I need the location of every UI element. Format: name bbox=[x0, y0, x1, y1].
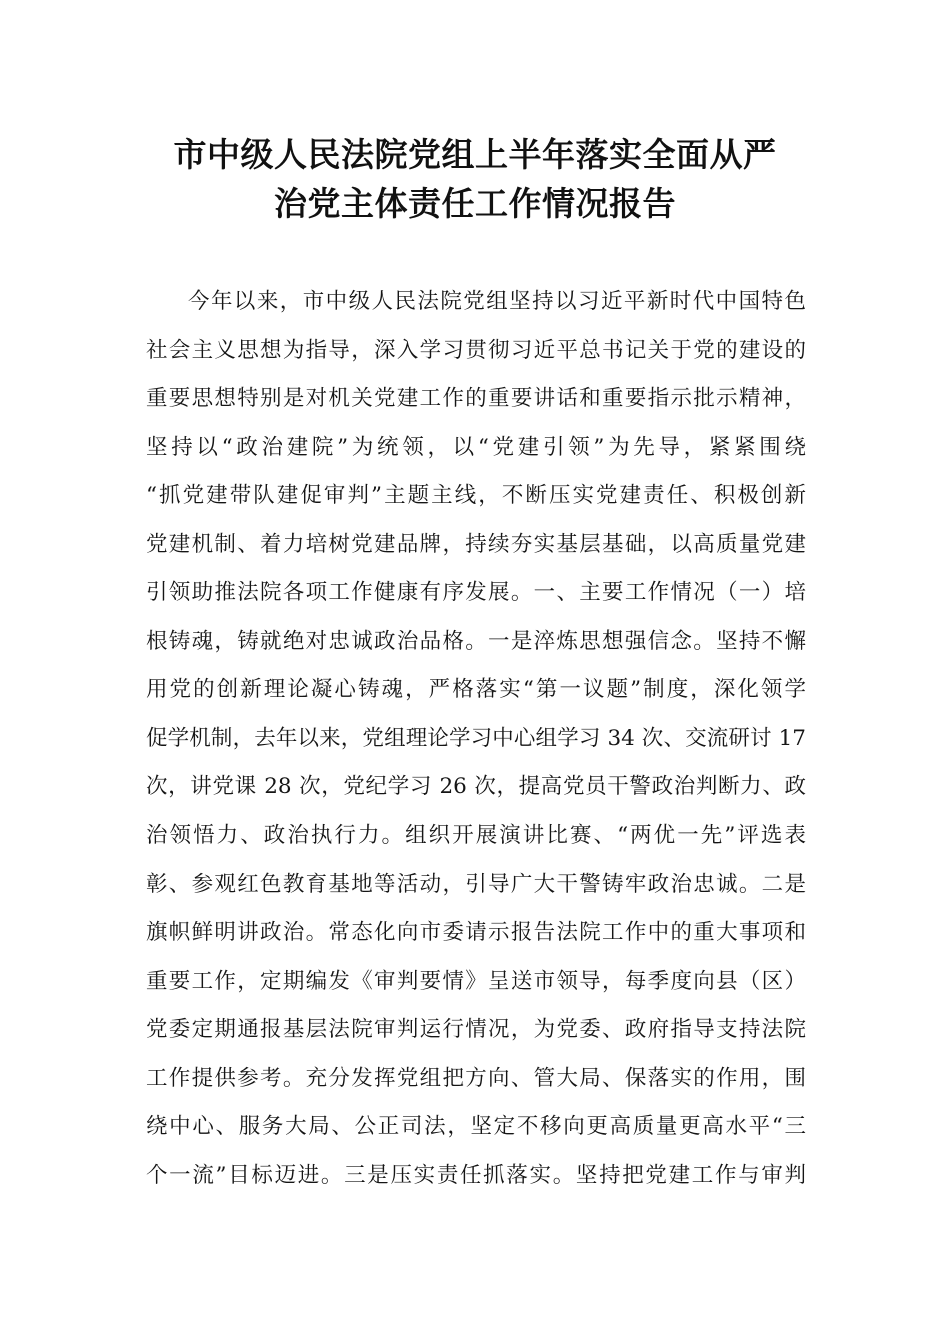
body-line: 促学机制，去年以来，党组理论学习中心组学习 34 次、交流研讨 17 bbox=[146, 725, 806, 751]
body-line: “抓党建带队建促审判”主题主线，不断压实党建责任、积极创新 bbox=[146, 483, 806, 509]
body-line: 旗帜鲜明讲政治。常态化向市委请示报告法院工作中的重大事项和 bbox=[146, 920, 806, 946]
body-line: 治领悟力、政治执行力。组织开展演讲比赛、“两优一先”评选表 bbox=[146, 823, 806, 849]
body-line: 彰、参观红色教育基地等活动，引导广大干警铸牢政治忠诚。二是 bbox=[146, 871, 806, 897]
body-line: 今年以来，市中级人民法院党组坚持以习近平新时代中国特色 bbox=[188, 289, 806, 314]
body-line: 次，讲党课 28 次，党纪学习 26 次，提高党员干警政治判断力、政 bbox=[146, 774, 806, 800]
body-line: 引领助推法院各项工作健康有序发展。一、主要工作情况（一）培 bbox=[146, 580, 806, 606]
body-line: 根铸魂，铸就绝对忠诚政治品格。一是淬炼思想强信念。坚持不懈 bbox=[146, 628, 806, 654]
body-line: 党建机制、着力培树党建品牌，持续夯实基层基础，以高质量党建 bbox=[146, 531, 806, 557]
body-line: 坚持以“政治建院”为统领，以“党建引领”为先导，紧紧围绕 bbox=[146, 434, 806, 460]
body-line: 工作提供参考。充分发挥党组把方向、管大局、保落实的作用，围 bbox=[146, 1065, 806, 1091]
document-title-line-2: 治党主体责任工作情况报告 bbox=[274, 184, 676, 223]
body-line: 重要思想特别是对机关党建工作的重要讲话和重要指示批示精神， bbox=[146, 386, 806, 412]
body-line: 个一流”目标迈进。三是压实责任抓落实。坚持把党建工作与审判 bbox=[146, 1162, 806, 1188]
body-line: 重要工作，定期编发《审判要情》呈送市领导，每季度向县（区） bbox=[146, 968, 806, 994]
body-line: 党委定期通报基层法院审判运行情况，为党委、政府指导支持法院 bbox=[146, 1017, 806, 1043]
body-line: 社会主义思想为指导，深入学习贯彻习近平总书记关于党的建设的 bbox=[146, 337, 806, 363]
document-body bbox=[146, 278, 806, 1200]
body-line: 用党的创新理论凝心铸魂，严格落实“第一议题”制度，深化领学 bbox=[146, 677, 806, 703]
body-line: 绕中心、服务大局、公正司法，坚定不移向更高质量更高水平“三 bbox=[146, 1114, 806, 1140]
document-title-line-1: 市中级人民法院党组上半年落实全面从严 bbox=[173, 135, 777, 174]
